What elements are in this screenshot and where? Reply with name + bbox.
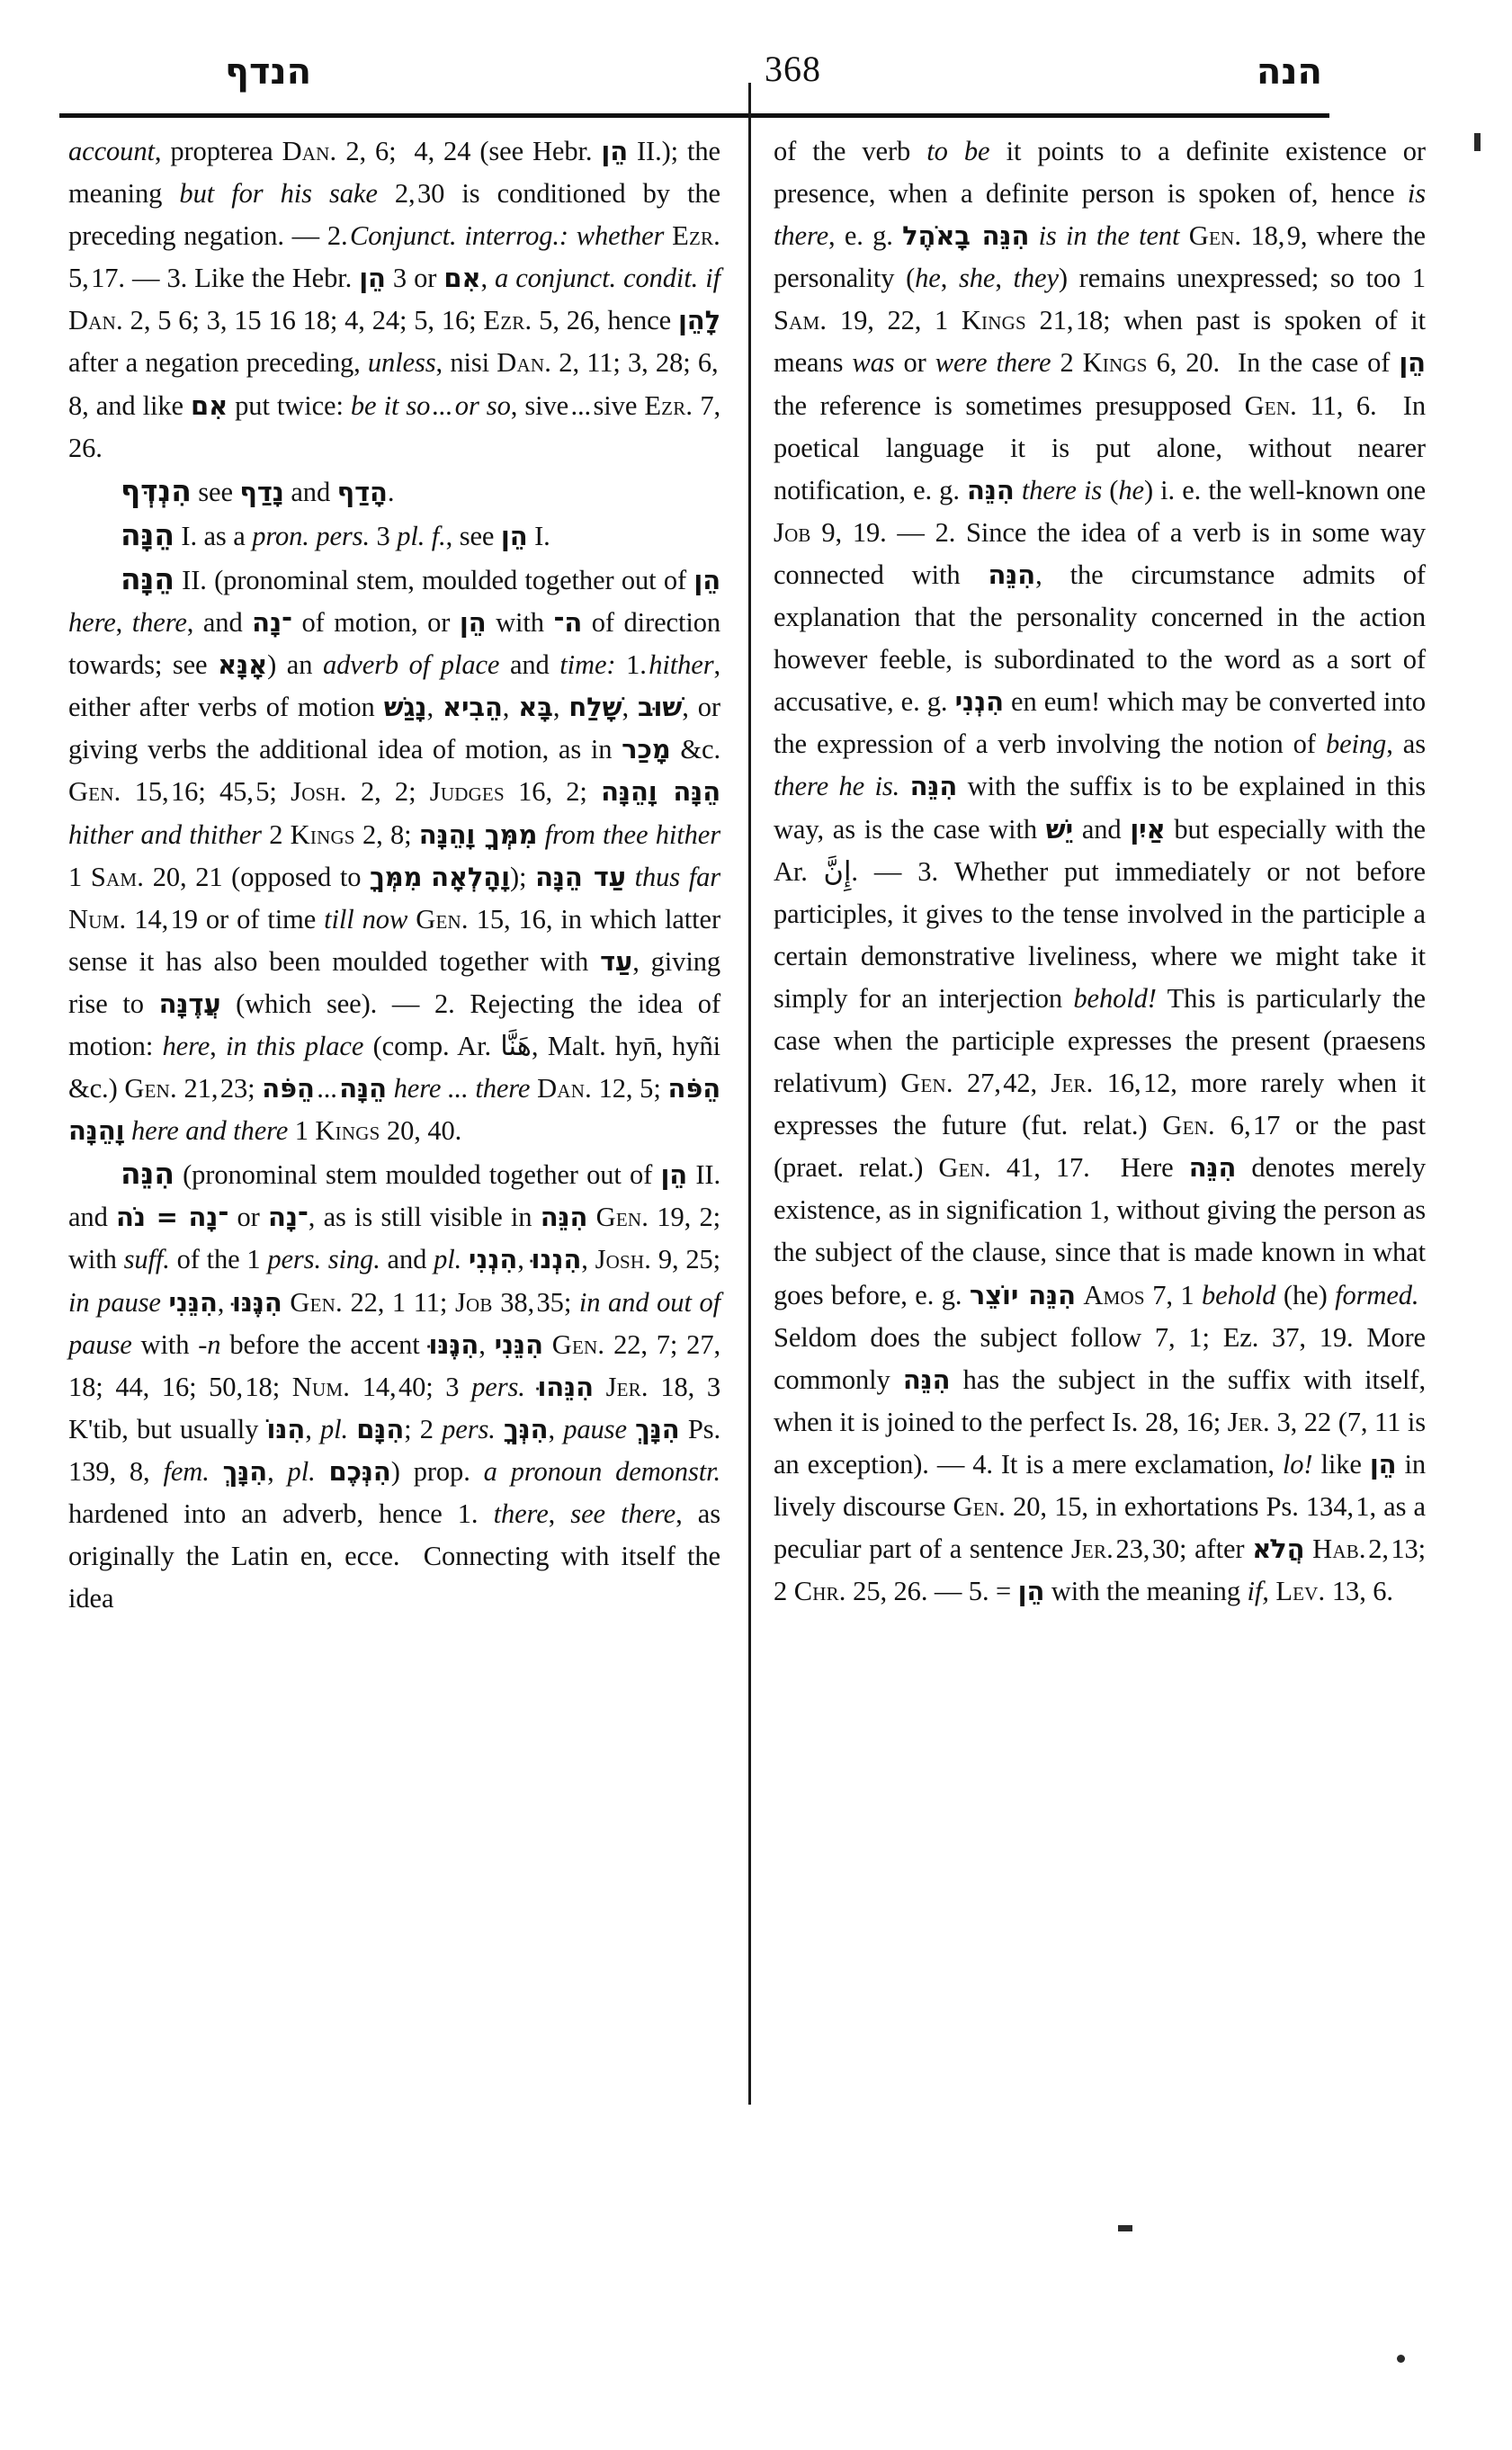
- paragraph-continuation-right: of the verb to be it points to a definite existence or presence, when a definite person is spoken of, hence is there, e. g. הִנֵּה בָאֹהֶל is in the tent Gen. 18, 9, where the personality (he, she, they) remains unexpressed; so too 1 Sam. 19, 22, 1 Kings 21, 18; when past is spoken of it means was or were there 2 Kings 6, 20. In the case of הֵן the reference is sometimes presupposed Gen. 11, 6. In poetical language it is put alone, without nearer notification, e. g. הִנֵּה there is (he) i. e. the well-known one Job 9, 19. — 2. Since the idea of a verb is in some way connected with הִנֵּה, the circumstance admits of explanation that the personality concerned in the action however feeble, is subordinated to the word as a sort of accusative, e. g. הִנְנִי en eum! which may be converted into the expression of a verb involving the notion of being, as there he is. הִנֵּה with the suffix is to be explained in this way, as is the case with יֵשׁ and אַיִן but especially with the Ar. إِنَّ. — 3. Whether put immediately or not before participles, it gives to the tense involved in the participle a certain demonstrative liveliness, where we might take it simply for an interjection behold! This is particularly the case when the participle expresses the present (praesens relativum) Gen. 27, 42, Jer. 16, 12, more rarely when it expresses the future (fut. relat.) Gen. 6, 17 or the past (praet. relat.) Gen. 41, 17. Here הִנֵּה denotes merely existence, as in signification 1, without giving the person as the subject of the clause, since that is made known in what goes before, e. g. הִנֵּה יוֹצֵר Amos 7, 1 behold (he) formed. Seldom does the subject follow 7, 1; Ez. 37, 19. More commonly הִנֵּה has the subject in the suffix with itself, when it is joined to the perfect Is. 28, 16; Jer. 3, 22 (7, 11 is an exception). — 4. It is a mere exclamation, lo! like הֵן in lively discourse Gen. 20, 15, in exhortations Ps. 134, 1, as a peculiar part of a sentence Jer. 23, 30; after הֲלֹא Hab. 2, 13; 2 Chr. 25, 26. — 5. = הֵן with the meaning if, Lev. 13, 6.: [774, 136, 1427, 1607]
- left-column: [68, 130, 720, 1620]
- paragraph-continuation: account, propterea Dan. 2, 6; 4, 24 (see Hebr. הֵן II.); the meaning but for his sake 2, 30 is conditioned by the preceding negation. — 2. Conjunct. interrog.: whether Ezr. 5, 17. — 3. Like the Hebr. הֵן 3 or אִם, a conjunct. condit. if Dan. 2, 5 6; 3, 15 16 18; 4, 24; 5, 16; Ezr. 5, 26, hence לָהֵן after a negation preceding, unless, nisi Dan. 2, 11; 3, 28; 6, 8, and like אִם put twice: be it so ... or so, sive ... sive Ezr. 7, 26.: [68, 136, 721, 463]
- entry-hindaf: הִנְדְּף see נָדַף and הָדַף.: [121, 472, 395, 508]
- entry-hinneh: הִנֵּה (pronominal stem moulded together out of הֵן II. and ־נָה = נֹה or ־נָה, as is still visible in הִנֵּה Gen. 19, 2; with suff. of the 1 pers. sing. and pl. הִנְנִי, הִנְנוּ, Josh. 9, 25; in pause הִנֵּנִי, הִנֶּנּוּ Gen. 22, 1 11; Job 38, 35; in and out of pause with -n before the accent הִנֶּנּוּ, הִנֵּנִי Gen. 22, 7; 27, 18; 44, 16; 50, 18; Num. 14, 40; 3 pers. הִנֵּהוּ Jer. 18, 3 K'tib, but usually הִנּוֹ, pl. הִנָּם; 2 pers. הִנְּךָ, pause הִנָּךְ Ps. 139, 8, fem. הִנָּךְ, pl. הִנְּכֶם) prop. a pronoun demonstr. hardened into an adverb, hence 1. there, see there, as originally the Latin en, ecce. Connecting with itself the idea: [68, 1156, 721, 1614]
- margin-speck-bottom: [1118, 2225, 1132, 2231]
- running-head-left-hebrew: הנדף: [225, 51, 312, 93]
- header-rule: [59, 113, 1329, 118]
- right-column: [774, 130, 1426, 1613]
- margin-speck-bottom-right: [1397, 2355, 1405, 2363]
- page-number: 368: [765, 49, 822, 89]
- column-divider: [748, 83, 751, 2105]
- running-head: [135, 27, 1403, 93]
- margin-speck-top-right: [1474, 133, 1481, 151]
- entry-hennah-2: הֵנָּה II. (pronominal stem, moulded together out of הֵן here, there, and ־נָה of motion, or הֵן with ה־ of direction towards; see אָנָּא) an adverb of place and time: 1. hither, either after verbs of motion נָגַשׁ, הֵבִיא, בָּא, שָׁלַח, שׁוּב, or giving verbs the additional idea of motion, as in מָכַר &c. Gen. 15, 16; 45, 5; Josh. 2, 2; Judges 16, 2; הֵנָּה וָהֵנָּה hither and thither 2 Kings 2, 8; מִמְּךָ וָהֵנָּה from thee hither 1 Sam. 20, 21 (opposed to מִמְּךָ וָהָלְאָה); עַד הֵנָּה thus far Num. 14, 19 or of time till now Gen. 15, 16, in which latter sense it has also been moulded together with עַד, giving rise to עֲדֶנָּה (which see). — 2. Rejecting the idea of motion: here, in this place (comp. Ar. هَنَّا, Malt. hyn̄, hyñi &c.) Gen. 21, 23; הֵפֹּה ... הֵנָּה here ... there Dan. 12, 5; הֵפֹּה וָהֵנָּה here and there 1 Kings 20, 40.: [68, 560, 721, 1147]
- running-head-right-hebrew: הנה: [1256, 51, 1322, 93]
- entry-hennah-1: הֵנָּה I. as a pron. pers. 3 pl. f., see הֵן I.: [121, 516, 550, 552]
